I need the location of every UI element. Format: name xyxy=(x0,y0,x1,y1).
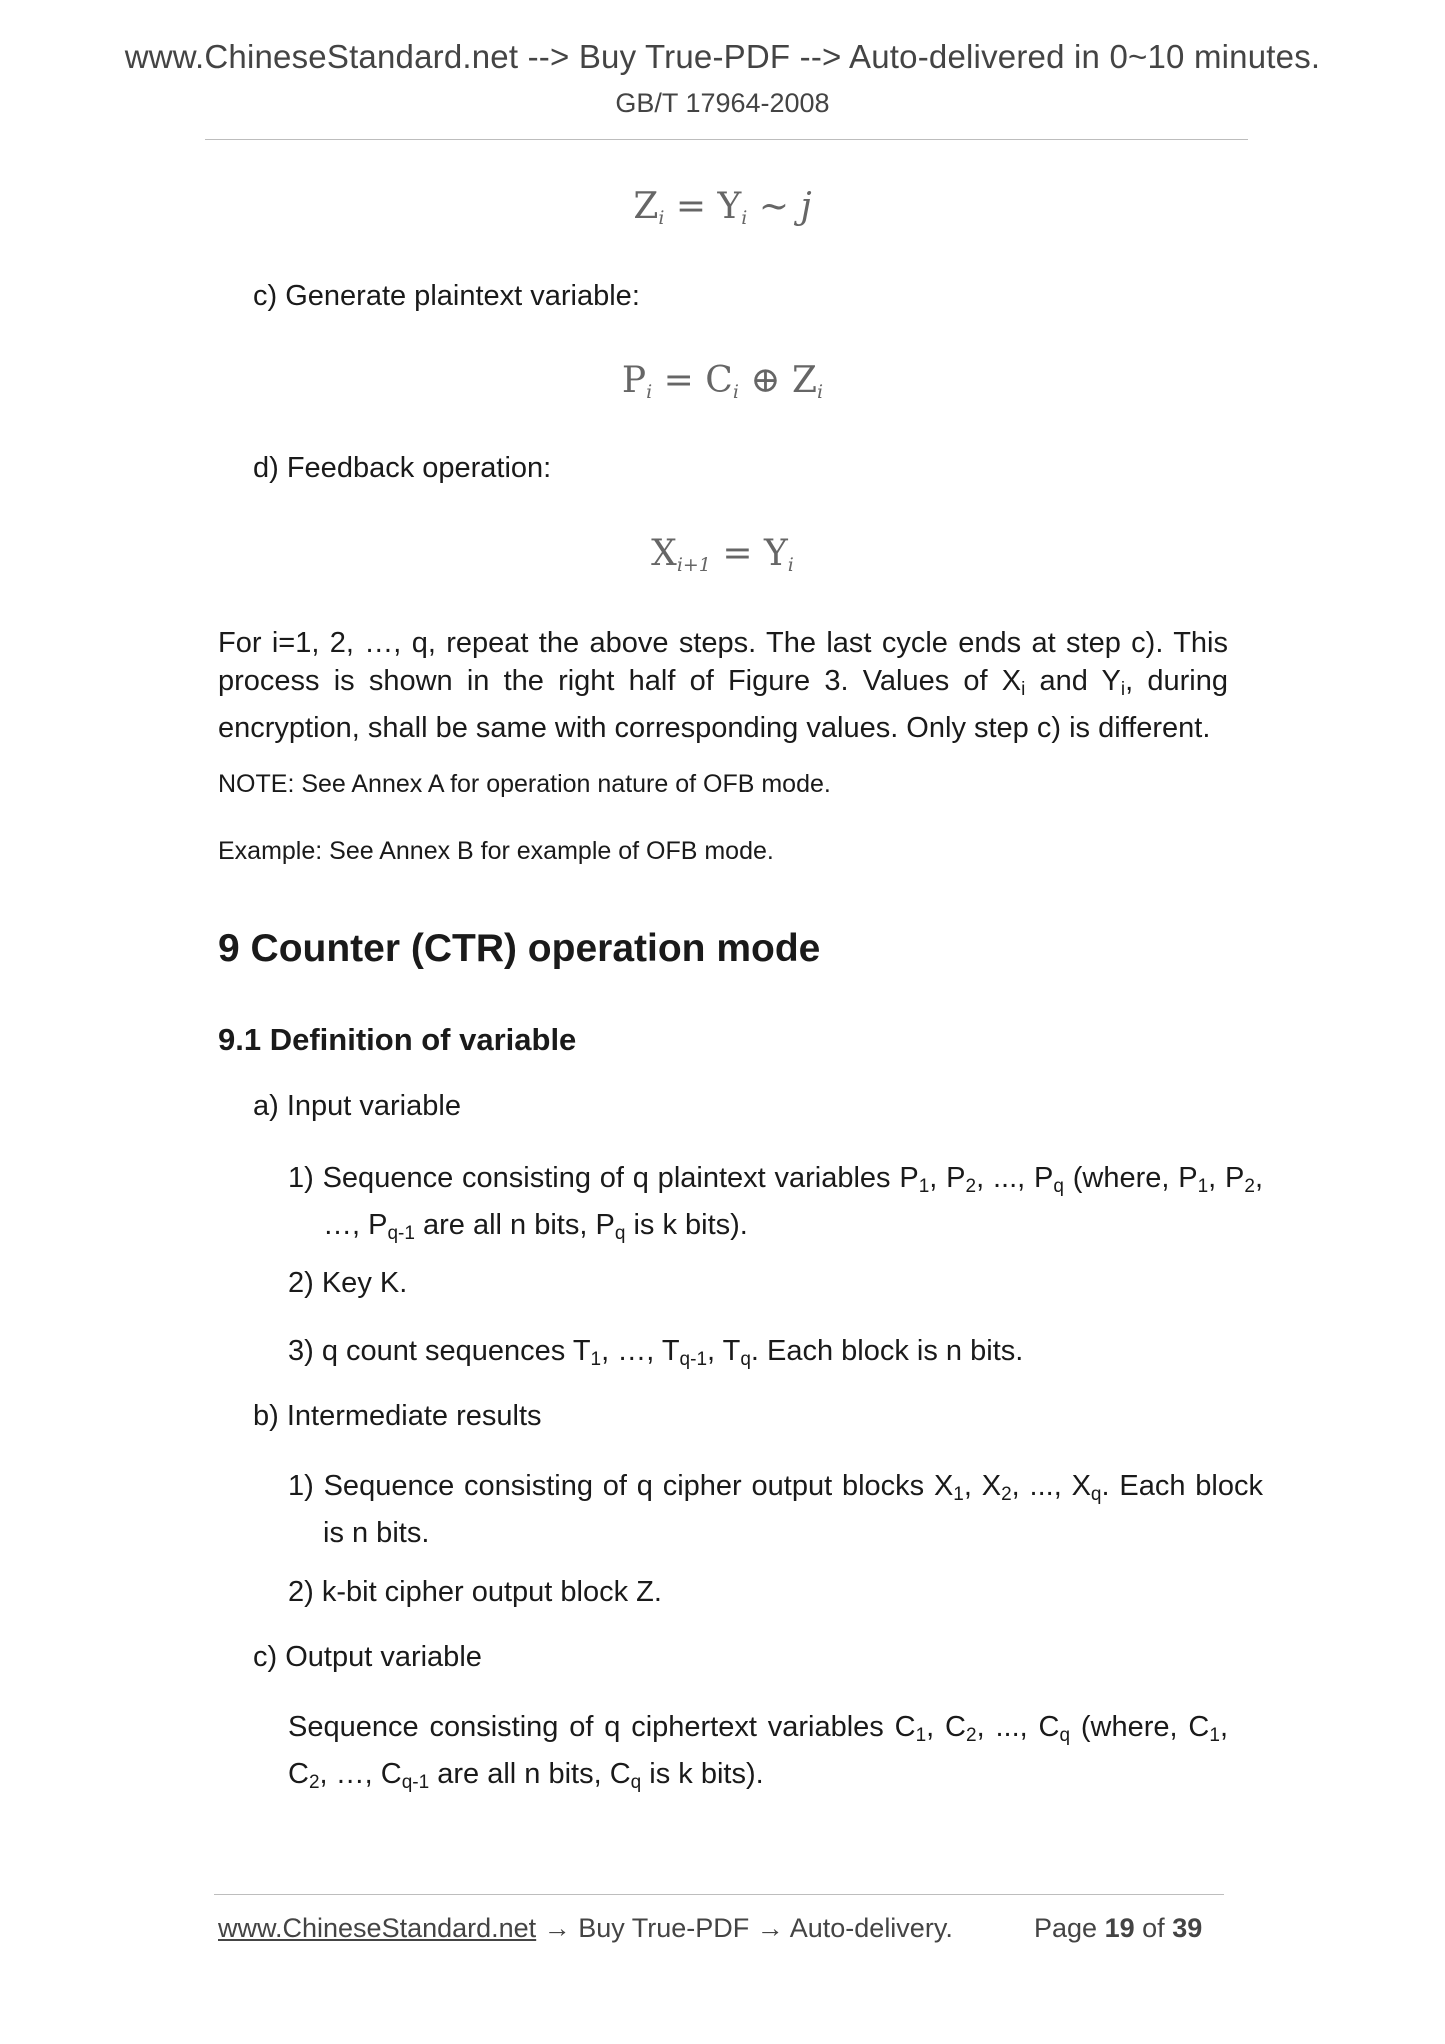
standard-number: GB/T 17964-2008 xyxy=(615,88,830,118)
footer-divider xyxy=(214,1894,1224,1895)
example-line: Example: See Annex B for example of OFB mode. xyxy=(218,837,774,865)
equation-xi1-content: $X_{i+1} = Y_i$ xyxy=(651,533,794,576)
equation-zi-content: $Z_i = Y_i$ ~ j xyxy=(633,186,812,229)
page-word: Page xyxy=(1034,1913,1098,1943)
step-c-label: c) Generate plaintext variable: xyxy=(253,280,640,312)
item-b-label: b) Intermediate results xyxy=(253,1400,542,1432)
equation-pi-content: $P_i = C_i$ ⊕ $Z_i$ xyxy=(621,360,824,403)
item-a1 xyxy=(288,1159,1263,1253)
item-c-label: c) Output variable xyxy=(253,1641,482,1673)
item-a3 xyxy=(288,1332,1228,1379)
equation-pi xyxy=(0,360,1445,403)
page-total: 39 xyxy=(1172,1913,1203,1943)
equation-zi xyxy=(0,186,1445,229)
item-b1-text: 1) Sequence consisting of q cipher output blocks $X_1$, $X_2$, ..., $X_q$. Each block is n bits. xyxy=(288,1470,1263,1549)
item-a-label: a) Input variable xyxy=(253,1090,461,1122)
note-line: NOTE: See Annex A for operation nature of OFB mode. xyxy=(218,770,831,798)
item-a2: 2) Key K. xyxy=(288,1267,408,1299)
item-a1-text: 1) Sequence consisting of q plaintext variables $P_1$, $P_2$, ..., $P_q$ (where, $P_1$, $P_2$, …, $P_{q-1}$ are all n bits, $P_q$ is k bits). xyxy=(288,1162,1264,1244)
equation-xi1 xyxy=(0,533,1445,576)
page-indicator xyxy=(1034,1913,1202,1944)
subsection-heading: 9.1 Definition of variable xyxy=(218,1022,577,1057)
header-divider xyxy=(205,139,1248,140)
item-b2: 2) k-bit cipher output block Z. xyxy=(288,1576,662,1608)
footer-tail: → Buy True-PDF → Auto-delivery. xyxy=(536,1913,953,1943)
step-d-label: d) Feedback operation: xyxy=(253,452,552,484)
section-heading: 9 Counter (CTR) operation mode xyxy=(218,927,821,970)
of-word: of xyxy=(1142,1913,1165,1943)
paragraph-repeat-text: For i=1, 2, …, q, repeat the above steps. The last cycle ends at step c). This process is shown in the right half of Figure 3. Values of $X_i$ and $Y_i$, during encryption, shall be same with corresponding values. Only step c) is different. xyxy=(218,627,1228,744)
header-banner: www.ChineseStandard.net --> Buy True-PDF --> Auto-delivered in 0~10 minutes. xyxy=(124,38,1321,75)
item-c-text xyxy=(288,1708,1228,1802)
item-a3-text: 3) q count sequences $T_1$, …, $T_{q-1}$, $T_q$. Each block is n bits. xyxy=(288,1335,1024,1370)
footer-site-link[interactable]: www.ChineseStandard.net xyxy=(218,1913,537,1943)
paragraph-repeat-steps xyxy=(218,624,1228,747)
item-b1 xyxy=(288,1467,1263,1552)
footer-left xyxy=(218,1913,953,1944)
item-c-content: Sequence consisting of q ciphertext variables $C_1$, $C_2$, ..., $C_q$ (where, $C_1$, $C_2$, …, $C_{q-1}$ are all n bits, $C_q$ is k bits). xyxy=(288,1711,1229,1793)
page-number: 19 xyxy=(1104,1913,1135,1943)
